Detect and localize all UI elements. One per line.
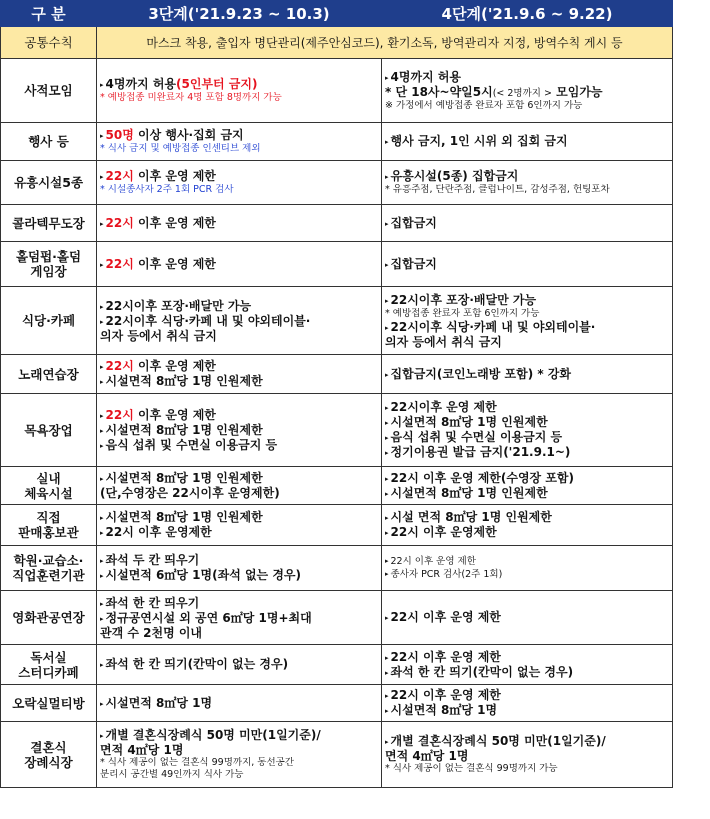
category-label: 게임장 [30,264,67,279]
rule-note: * 시설종사자 2주 1회 PCR 검사 [100,184,234,195]
bullet-triangle-icon: ▸ [385,434,389,442]
bullet-triangle-icon: ▸ [100,475,104,483]
rule-text: 유흥시설(5종) 집합금지 [390,169,519,183]
bullet-triangle-icon: ▸ [385,738,389,746]
level4-cell-events [382,123,673,161]
rule-line [385,216,669,231]
level3-cell-direct_sales [97,505,382,546]
rule-line [100,257,378,272]
rule-line [100,359,378,374]
bullet-triangle-icon: ▸ [100,260,104,269]
rule-line [100,611,378,626]
row-collatec [1,205,673,242]
row-restaurant [1,287,673,355]
rule-line [100,553,378,568]
rule-line [100,184,378,196]
header-row [1,1,673,27]
rule-text: 22시 이후 운영 제한 [390,610,501,624]
rule-line [100,510,378,525]
category-restaurant [1,287,97,355]
rule-note: * 식사 금지 및 예방접종 인센티브 제외 [100,143,261,154]
rule-text-continued: (단,수영장은 22시이후 운영제한) [100,486,280,500]
rule-text: 모임가능 [551,84,603,99]
rule-text: 22시이후 포장·배달만 가능 [390,292,537,307]
rule-text: 22시이후 운영 제한 [390,400,497,414]
rule-line [385,335,669,349]
row-common-rules [1,27,673,59]
rule-text: 시설면적 8㎡당 1명 [105,695,213,710]
rule-text: 좌석 한 칸 띄기(칸막이 없는 경우) [390,664,574,679]
category-common: 공통수칙 [1,27,97,59]
rule-text: 집합금지(코인노래방 포함) * 강화 [390,366,571,381]
rule-line [100,596,378,611]
rule-text: 22시이후 식당·카페 내 및 야외테이블· [390,319,596,334]
rule-line [385,763,669,775]
rule-text: 정규공연시설 외 공연 6㎡당 1명+최대 [105,610,312,625]
rule-line [100,299,378,314]
rule-text-small: 22시 이후 운영 제한 [390,556,476,567]
level3-cell-reading_room [97,645,382,685]
level4-cell-holdem [382,242,673,287]
rule-text-continued: 의자 등에서 취식 금지 [100,328,217,343]
rule-text: 시설 면적 8㎡당 1명 인원제한 [390,510,552,524]
category-karaoke [1,355,97,394]
rule-line [385,525,669,540]
rule-text-continued: 의자 등에서 취식 금지 [385,334,502,349]
bullet-triangle-icon: ▸ [100,363,104,371]
level4-cell-restaurant [382,287,673,355]
rule-line [385,430,669,445]
level4-cell-private_gathering [382,59,673,123]
rule-line [385,650,669,665]
level3-cell-restaurant [97,287,382,355]
rule-line [385,665,669,680]
category-direct_sales [1,505,97,546]
rule-line [385,568,669,581]
rule-text: 4명까지 허용 [390,69,462,84]
bullet-triangle-icon: ▸ [385,557,389,565]
rule-line [385,510,669,525]
category-private_gathering [1,59,97,123]
category-collatec [1,205,97,242]
category-label: 노래연습장 [18,366,79,382]
rule-text: 22시 이후 운영제한 [390,525,497,539]
rule-text: 시설면적 8㎡당 1명 인원제한 [105,471,263,485]
rule-line [385,703,669,718]
highlight-red: 22시 [105,215,134,230]
category-label: 영화관공연장 [12,610,85,625]
bullet-triangle-icon: ▸ [385,474,389,483]
category-label: 판매홍보관 [18,525,79,540]
rule-line [385,85,669,100]
row-wedding [1,722,673,788]
rule-line [100,408,378,423]
level3-cell-events [97,123,382,161]
bullet-triangle-icon: ▸ [100,529,104,537]
rule-text-continued: 관객 수 2천명 이내 [100,625,203,640]
level3-cell-cinema [97,591,382,645]
bullet-triangle-icon: ▸ [100,614,104,623]
category-reading_room [1,645,97,685]
rule-text: 시설면적 8㎡당 1명 인원제한 [390,415,548,429]
rule-note: * 식사 제공이 없는 결혼식 99명까지, 동선공간 [100,757,294,768]
rule-line [100,423,378,438]
rule-line [385,688,669,703]
rule-line [385,471,669,486]
rule-line [385,169,669,184]
bullet-triangle-icon: ▸ [385,653,389,662]
highlight-red: 22시 [105,169,134,183]
rule-text: 개별 결혼식장례식 50명 미만(1일기준)/ [390,734,606,748]
bullet-triangle-icon: ▸ [385,296,389,305]
rule-line [385,555,669,568]
bullet-triangle-icon: ▸ [100,514,104,522]
rule-line [385,293,669,308]
rule-text: * 단 18사~약일5시 [385,84,493,99]
rule-text: 개별 결혼식장례식 50명 미만(1일기준)/ [105,728,321,742]
rule-text: 좌석 한 칸 띄우기 [105,595,200,610]
rule-line [385,100,669,112]
highlight-red: 50명 [105,128,134,142]
level3-cell-karaoke [97,355,382,394]
level4-cell-direct_sales [382,505,673,546]
rule-text: 시설면적 8㎡당 1명 인원제한 [105,510,263,524]
bullet-triangle-icon: ▸ [100,411,104,420]
rule-line [385,308,669,320]
bullet-triangle-icon: ▸ [385,73,389,82]
rule-text: 이후 운영 제한 [133,215,216,230]
level3-cell-private_gathering [97,59,382,123]
bullet-triangle-icon: ▸ [385,707,389,715]
rule-line [100,525,378,540]
category-label: 스터디카페 [18,664,79,680]
rule-line [100,314,378,329]
level4-cell-wedding [382,722,673,788]
category-label: 홀덤펍·홀덤 [15,249,82,264]
level4-cell-arcade [382,685,673,722]
rule-line [100,92,378,104]
level4-cell-collatec [382,205,673,242]
rule-line [100,626,378,640]
row-entertainment [1,161,673,205]
level4-cell-entertainment [382,161,673,205]
rule-text: 시설면적 8㎡당 1명 인원제한 [105,374,263,388]
rule-text-small: 종사자 PCR 검사(2주 1회) [390,569,503,580]
rule-text: 정기이용권 발급 금지('21.9.1~) [390,445,571,459]
rule-line [100,143,378,155]
bullet-triangle-icon: ▸ [100,572,104,580]
rule-line [100,486,378,500]
level3-cell-bathhouse [97,394,382,467]
rule-line [100,216,378,231]
rule-text: 집합금지 [390,215,437,230]
bullet-triangle-icon: ▸ [385,404,389,412]
highlight-red: 22시 [105,407,134,422]
header-category: 구 분 [1,1,97,27]
rule-line [385,134,669,149]
rule-line [385,734,669,749]
category-entertainment [1,161,97,205]
bullet-triangle-icon: ▸ [385,323,389,332]
level3-cell-entertainment [97,161,382,205]
category-label: 오락실멀티방 [12,695,85,711]
highlight-red: 22시 [105,359,134,373]
bullet-triangle-icon: ▸ [385,138,389,146]
rule-line [100,374,378,389]
rule-text: 이상 행사·집회 금지 [133,128,244,142]
rule-line [100,657,378,672]
category-bathhouse [1,394,97,467]
rule-text: 시설면적 6㎡당 1명(좌석 없는 경우) [105,568,301,582]
bullet-triangle-icon: ▸ [100,599,104,608]
rule-text: 좌석 두 칸 띄우기 [105,553,200,567]
rule-line [385,367,669,382]
level3-cell-holdem [97,242,382,287]
row-holdem [1,242,673,287]
rule-text: 22시 이후 운영 제한 [390,649,501,664]
rule-text: 집합금지 [390,256,437,271]
category-cinema [1,591,97,645]
category-label: 체육시설 [24,485,73,501]
header-level3: 3단계('21.9.23 ~ 10.3) [97,1,382,27]
bullet-triangle-icon: ▸ [385,489,389,498]
row-private_gathering [1,59,673,123]
level3-cell-arcade [97,685,382,722]
rule-text: 음식 섭취 및 수면실 이용금지 등 [105,437,278,452]
category-events [1,123,97,161]
rule-line [100,77,378,92]
row-events [1,123,673,161]
rule-line [100,169,378,184]
rule-line [385,184,669,196]
row-cinema [1,591,673,645]
category-label: 결혼식 [30,739,67,755]
rule-text-continued: 면적 4㎡당 1명 [385,749,469,763]
rule-text-continued: 면적 4㎡당 1명 [100,743,184,757]
category-label: 학원·교습소· [13,553,84,568]
rule-note: (< 2명까지 > [492,87,552,99]
category-indoor_sports [1,467,97,505]
row-direct_sales [1,505,673,546]
level3-cell-indoor_sports [97,467,382,505]
level4-cell-academy [382,546,673,591]
rule-line [100,728,378,743]
category-label: 행사 등 [28,134,69,149]
category-academy [1,546,97,591]
highlight-red: 22시 [105,256,134,271]
rule-line [100,128,378,143]
rule-line [385,610,669,625]
category-wedding [1,722,97,788]
bullet-triangle-icon: ▸ [100,173,104,181]
bullet-triangle-icon: ▸ [385,419,389,427]
bullet-triangle-icon: ▸ [100,81,104,89]
rule-note: * 예방접종 미완료자 4명 포함 8명까지 가능 [100,92,282,103]
category-label: 직접 [36,510,61,525]
rule-line [100,438,378,453]
category-label: 장례식장 [24,754,73,770]
row-arcade [1,685,673,722]
level4-cell-reading_room [382,645,673,685]
rule-text: 22시 이후 운영 제한(수영장 포함) [390,470,574,485]
rule-text: 22시이후 포장·배달만 가능 [105,298,252,313]
rule-text: 음식 섭취 및 수면실 이용금지 등 [390,430,563,444]
rule-line [385,257,669,272]
rule-line [100,329,378,343]
level4-cell-karaoke [382,355,673,394]
row-reading_room [1,645,673,685]
highlight-red: (5인부터 금지) [176,77,258,91]
rule-note: * 유흥주점, 단란주점, 클럽나이트, 감성주점, 헌팅포차 [385,184,610,195]
bullet-triangle-icon: ▸ [385,514,389,522]
category-label: 직업훈련기관 [12,568,85,583]
rule-line [385,445,669,460]
bullet-triangle-icon: ▸ [385,370,389,379]
category-arcade [1,685,97,722]
row-indoor_sports [1,467,673,505]
category-label: 식당·카페 [21,313,76,328]
rule-line [100,568,378,583]
row-karaoke [1,355,673,394]
category-label: 콜라텍무도장 [12,215,85,231]
rule-text: 이후 운영 제한 [133,256,216,271]
rule-note: ※ 가정에서 예방접종 완료자 포함 6인까지 가능 [385,99,583,111]
rule-line [100,471,378,486]
level4-cell-bathhouse [382,394,673,467]
bullet-triangle-icon: ▸ [100,661,104,669]
level4-cell-cinema [382,591,673,645]
common-rules-text: 마스크 착용, 출입자 명단관리(제주안심코드), 환기소독, 방역관리자 지정, 방역수칙 게시 등 [97,27,673,59]
bullet-triangle-icon: ▸ [385,570,389,578]
category-label: 유흥시설5종 [13,175,84,190]
bullet-triangle-icon: ▸ [100,302,104,311]
rule-text: 시설면적 8㎡당 1명 인원제한 [105,422,263,437]
rule-text: 좌석 한 칸 띄기(칸막이 없는 경우) [105,657,289,671]
level3-cell-academy [97,546,382,591]
rule-text: 행사 금지, 1인 시위 외 집회 금지 [390,134,568,148]
level3-cell-wedding [97,722,382,788]
bullet-triangle-icon: ▸ [385,692,389,700]
category-label: 실내 [36,470,61,486]
rule-text: 4명까지 허용 [105,77,177,91]
rule-line [385,415,669,430]
rule-note-continued: 분리시 공간별 49인까지 식사 가능 [100,769,244,780]
rule-text: 22시 이후 운영제한 [105,525,212,539]
row-bathhouse [1,394,673,467]
bullet-triangle-icon: ▸ [385,449,389,457]
rule-line [100,743,378,757]
rule-text: 22시 이후 운영 제한 [390,688,501,702]
bullet-triangle-icon: ▸ [100,132,104,140]
row-academy [1,546,673,591]
rule-line [385,320,669,335]
bullet-triangle-icon: ▸ [385,173,389,181]
bullet-triangle-icon: ▸ [100,732,104,740]
bullet-triangle-icon: ▸ [385,668,389,677]
bullet-triangle-icon: ▸ [100,699,104,708]
bullet-triangle-icon: ▸ [385,529,389,537]
category-label: 독서실 [30,649,67,665]
rule-note: * 예방접종 완료자 포함 6인까지 가능 [385,307,540,319]
rule-line [385,400,669,415]
rule-line [385,70,669,85]
level4-cell-indoor_sports [382,467,673,505]
bullet-triangle-icon: ▸ [100,557,104,565]
rule-text: 시설면적 8㎡당 1명 [390,703,498,717]
bullet-triangle-icon: ▸ [385,260,389,269]
rule-line [385,749,669,763]
rule-text: 이후 운영 제한 [133,169,216,183]
bullet-triangle-icon: ▸ [385,614,389,622]
header-level4: 4단계('21.9.6 ~ 9.22) [382,1,673,27]
bullet-triangle-icon: ▸ [385,219,389,228]
rule-text: 시설면적 8㎡당 1명 인원제한 [390,485,548,500]
category-label: 목욕장업 [24,422,73,438]
level3-cell-collatec [97,205,382,242]
category-holdem [1,242,97,287]
rule-line [100,769,378,781]
rule-text: 22시이후 식당·카페 내 및 야외테이블· [105,313,311,328]
bullet-triangle-icon: ▸ [100,317,104,326]
bullet-triangle-icon: ▸ [100,441,104,450]
bullet-triangle-icon: ▸ [100,219,104,228]
rule-line [385,486,669,501]
rule-line [100,696,378,711]
bullet-triangle-icon: ▸ [100,426,104,435]
rule-note: * 식사 제공이 없는 결혼식 99명까지 가능 [385,763,558,774]
rule-line [100,757,378,769]
bullet-triangle-icon: ▸ [100,378,104,386]
rule-text: 이후 운영 제한 [133,359,216,373]
category-label: 사적모임 [24,83,73,98]
rule-text: 이후 운영 제한 [133,407,216,422]
